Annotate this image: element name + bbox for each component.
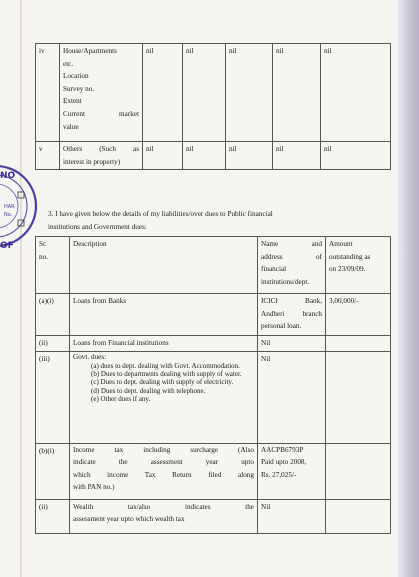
table-row [36, 351, 391, 443]
header-text: financial [261, 265, 287, 274]
cell-line: Income tax including surcharge (Also [73, 445, 254, 454]
cell-value: nil [273, 142, 321, 170]
svg-text:OF: OF [0, 241, 14, 251]
row-description: Loans from Financial institutions [70, 336, 258, 352]
table-header-row [36, 237, 391, 294]
header-text: on 23/09/09. [329, 265, 366, 274]
header-text: outstanding as [329, 252, 371, 261]
desc-line: value [63, 122, 79, 131]
header-text: no. [39, 252, 48, 261]
desc-line: Location [63, 72, 89, 81]
row-amount [326, 336, 391, 352]
cell-value: nil [321, 44, 391, 142]
cell-value: nil [321, 142, 391, 170]
cell-line: which income Tax Return filed along [73, 470, 254, 479]
list-item: (b) Dues to departments dealing with supply of water. [91, 370, 242, 378]
cell-line: Andheri branch [261, 309, 322, 318]
list-item: (e) Other dues if any. [91, 395, 151, 404]
table-row [36, 44, 391, 142]
row-number: (ii) [36, 336, 70, 352]
cell-line: indicate the assessment year upto [73, 458, 254, 467]
row-institution: Nil [258, 351, 326, 443]
header-name-address [258, 237, 326, 294]
row-institution: Nil [258, 499, 326, 533]
svg-text:HAR: HAR [4, 204, 15, 210]
cell-line: personal loan. [261, 322, 302, 331]
row-description [70, 499, 258, 533]
desc-line: Current market [63, 109, 139, 118]
header-amount [326, 237, 391, 294]
svg-text:NO: NO [0, 171, 16, 181]
row-institution: Nil [258, 336, 326, 352]
row-amount: 3,00,000/- [326, 294, 391, 336]
list-item: (d) Dues to dept. dealing with telephone. [91, 386, 206, 395]
row-description [60, 142, 143, 170]
svg-text:No.: No. [4, 212, 13, 218]
table-row [36, 294, 391, 336]
row-institution [258, 443, 326, 499]
paragraph-line: institutions and Government dues: [48, 222, 147, 231]
cell-line: with PAN no.) [73, 483, 115, 492]
row-number: v [36, 142, 60, 170]
cell-line: ICICI Bank, [261, 297, 322, 305]
row-number: (ii) [36, 499, 70, 533]
cell-value: nil [183, 142, 226, 170]
row-description [70, 443, 258, 499]
header-sr-no [36, 237, 70, 294]
header-text: Amount [329, 240, 353, 248]
page-edge-shadow [398, 0, 419, 577]
row-description [70, 351, 258, 443]
liabilities-table [35, 236, 391, 534]
liabilities-paragraph [48, 208, 393, 233]
desc-line: etc. [63, 59, 74, 68]
row-number: (b)(i) [36, 443, 70, 499]
desc-line: Survey no. [63, 84, 95, 93]
govt-dues-list [73, 362, 254, 404]
row-number: (a)(i) [36, 294, 70, 336]
assets-table [35, 43, 391, 170]
cell-value: nil [226, 142, 273, 170]
cell-line: Wealth tax/also indicates the [73, 502, 254, 511]
list-item: (a) dues to dept. dealing with Govt. Accommodation. [91, 361, 240, 370]
header-text: institutions/dept. [261, 277, 310, 286]
cell-value: nil [273, 44, 321, 142]
row-institution [258, 294, 326, 336]
desc-line: Others (Such as [63, 145, 139, 153]
desc-line: Extent [63, 97, 82, 106]
table-row [36, 499, 391, 533]
row-description: Loans from Banks [70, 294, 258, 336]
cell-line: Govt. dues: [73, 352, 107, 361]
cell-line: Paid upto 2008, [261, 458, 307, 467]
header-description: Description [70, 237, 258, 294]
row-amount [326, 351, 391, 443]
paragraph-line: 3. I have given below the details of my liabilities/over dues to Public financial [48, 210, 273, 218]
cell-value: nil [226, 44, 273, 142]
row-amount [326, 499, 391, 533]
cell-value: nil [183, 44, 226, 142]
list-item: (c) Dues to dept. dealing with supply of electricity. [91, 378, 234, 387]
table-row [36, 443, 391, 499]
desc-line: House/Apartments [63, 47, 117, 55]
table-row [36, 142, 391, 170]
cell-value: nil [143, 142, 183, 170]
cell-value: nil [143, 44, 183, 142]
row-number: iv [36, 44, 60, 142]
header-text: Name and [261, 240, 322, 248]
notary-seal-icon [0, 158, 38, 254]
row-number: (iii) [36, 351, 70, 443]
row-amount [326, 443, 391, 499]
table-row [36, 336, 391, 352]
cell-line: Rs. 27,025/- [261, 470, 297, 479]
desc-line: interest in property) [63, 157, 121, 166]
cell-line: AACPB6793P [261, 445, 304, 454]
page-fold [20, 0, 22, 577]
header-text: address of [261, 252, 322, 261]
row-description [60, 44, 143, 142]
cell-line: assessment year upto which wealth tax [73, 515, 185, 524]
header-text: Sr. [39, 240, 47, 248]
